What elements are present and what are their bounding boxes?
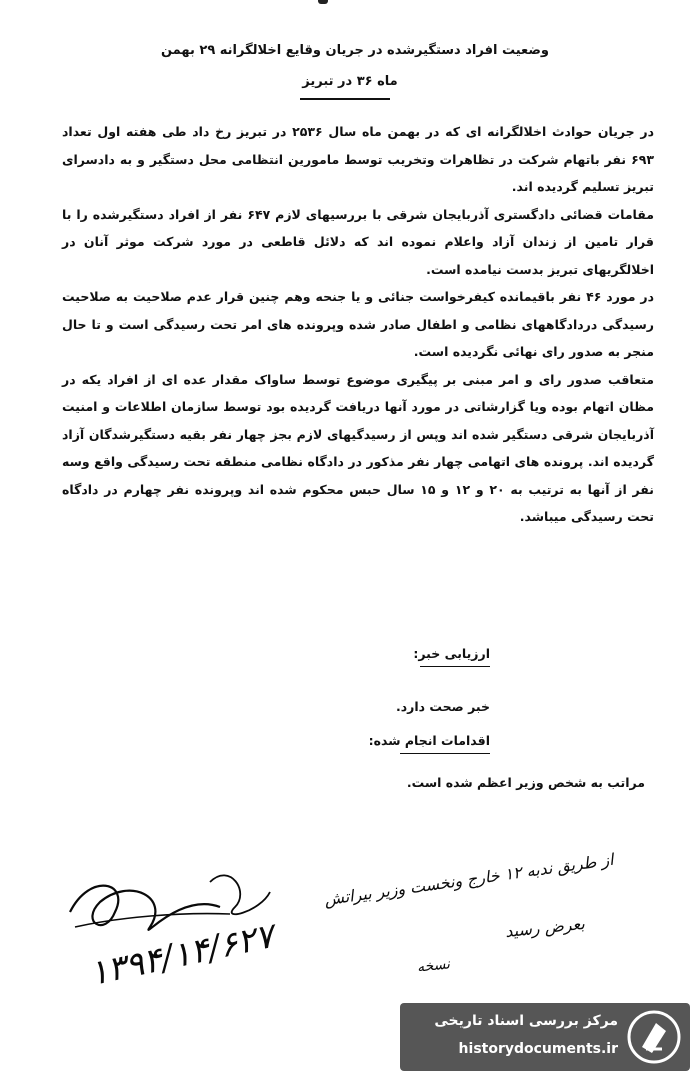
reported-note: مراتب به شخص وزیر اعظم شده است. bbox=[406, 775, 645, 790]
document-subtitle: ماه ۳۶ در تبریز bbox=[302, 74, 398, 89]
assessment-label: ارزیابی خبر: bbox=[413, 646, 490, 661]
watermark-url: historydocuments.ir bbox=[458, 1041, 618, 1057]
watermark-title: مرکز بررسی اسناد تاریخی bbox=[434, 1013, 618, 1029]
archive-logo-icon bbox=[626, 1009, 682, 1065]
ink-mark bbox=[318, 0, 328, 4]
paragraph-3: در مورد ۴۶ نفر باقیمانده کیفرخواست جنائی و یا جنحه وهم چنین قرار عدم صلاحیت به صلاحیت رسیدگی دردادگاههای نظامی و اطفال صادر شده وپرونده های امر تحت رسیدگی است و تا حال منجر به صدور رای نهائی نگردیده است. bbox=[62, 289, 654, 359]
handwritten-note-3: نسخه bbox=[416, 956, 451, 976]
paragraph-4: متعاقب صدور رای و امر مبنی بر پیگیری موضوع توسط ساواک مقدار عده ای از افراد یکه در مظان اتهام بوده ویا گزارشاتی در مورد آنها دریافت گردیده بود توسط سازمان اطلاعات و امنیت آذربایجان شرقی دستگیر شده اند وپس از رسیدگیهای لازم بجز چهار نفر بقیه دستگیرشدگان آزاد گردیده اند. پرونده های اتهامی چهار نفر مذکور در دادگاه نظامی منطقه تحت رسیدگی واقع وسه نفر از آنها به ترتیب به ۲۰ و ۱۲ و ۱۵ سال حبس محکوم شده اند وپرونده نفر چهارم در دادگاه تحت رسیدگی میباشد. bbox=[62, 371, 654, 524]
actions-label: اقدامات انجام شده: bbox=[368, 733, 490, 748]
handwritten-reference-number: ۱۳۹۴/۱۴/۶۲۷ bbox=[85, 915, 278, 995]
handwritten-note-2: بعرض رسید bbox=[504, 913, 586, 942]
assessment-underline bbox=[420, 666, 490, 667]
assessment-note: خبر صحت دارد. bbox=[396, 699, 490, 714]
document-title: وضعیت افراد دستگیرشده در جریان وقایع اخلالگرانه ۲۹ بهمن bbox=[160, 43, 550, 58]
subtitle-underline bbox=[300, 98, 390, 100]
actions-underline bbox=[400, 753, 490, 754]
watermark-banner bbox=[400, 1003, 690, 1071]
paragraph-1: در جریان حوادث اخلالگرانه ای که در بهمن ماه سال ۲۵۳۶ در تبریز رخ داد طی هفته اول تعداد ۶۹۳ نفر باتهام شرکت در تظاهرات وتخریب توسط مامورین انتظامی محل دستگیر و به دادسرای تبریز تسلیم گردیده اند. bbox=[62, 124, 655, 194]
document-body bbox=[62, 118, 654, 531]
handwritten-note-1: از طریق ندبه ۱۲ خارج ونخست وزیر بیراتش bbox=[323, 849, 615, 910]
paragraph-2: مقامات قضائی دادگستری آذربایجان شرقی با بررسیهای لازم ۶۴۷ نفر از افراد دستگیرشده را با قرار تامین از زندان آزاد واعلام نموده اند که دلائل قاطعی در مورد شرکت موثر آنان در اخلالگریهای تبریز بدست نیامده است. bbox=[62, 206, 654, 277]
